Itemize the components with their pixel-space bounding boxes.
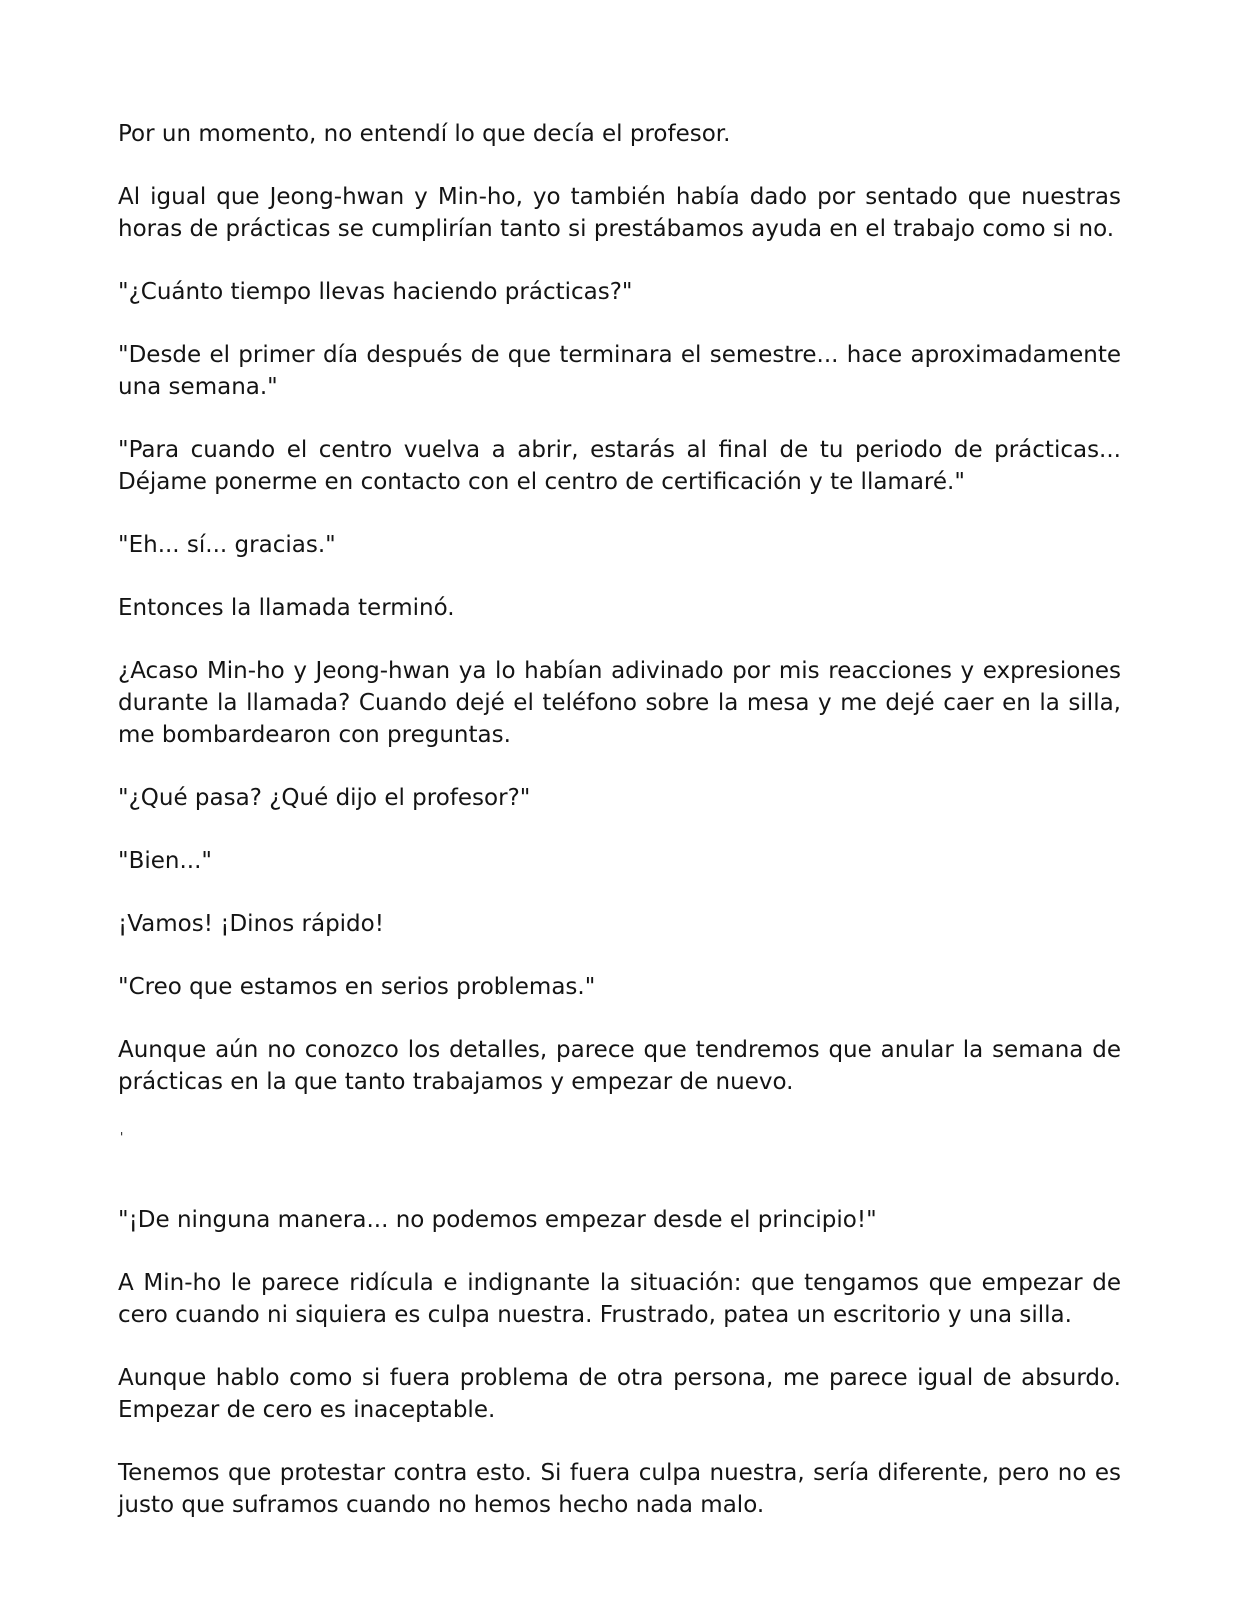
paragraph: "Eh... sí... gracias." xyxy=(118,532,336,558)
paragraph: Aunque hablo como si fuera problema de otra persona, me parece igual de absurdo. Empezar de cero es inaceptable. xyxy=(118,1365,1121,1423)
paragraph: Tenemos que protestar contra esto. Si fuera culpa nuestra, sería diferente, pero no es justo que suframos cuando no hemos hecho nada malo. xyxy=(118,1460,1121,1518)
paragraph: Por un momento, no entendí lo que decía el profesor. xyxy=(118,121,731,147)
paragraph: "Creo que estamos en serios problemas." xyxy=(118,974,596,1000)
paragraph: "Para cuando el centro vuelva a abrir, estarás al final de tu periodo de prácticas... Déjame ponerme en contacto con el centro de certificación y te llamaré." xyxy=(118,437,1121,495)
paragraph: "Bien..." xyxy=(118,848,212,874)
paragraph: Entonces la llamada terminó. xyxy=(118,595,455,621)
paragraph: A Min-ho le parece ridícula e indignante la situación: que tengamos que empezar de cero cuando ni siquiera es culpa nuestra. Frustrado, patea un escritorio y una silla. xyxy=(118,1270,1121,1328)
paragraph: ¿Acaso Min-ho y Jeong-hwan ya lo habían adivinado por mis reacciones y expresiones durante la llamada? Cuando dejé el teléfono sobre la mesa y me dejé caer en la silla, me bombardearon con preguntas. xyxy=(118,658,1121,748)
paragraph: "¿Cuánto tiempo llevas haciendo prácticas?" xyxy=(118,279,633,305)
stray-mark: ' xyxy=(120,1130,124,1144)
paragraph: "¡De ninguna manera... no podemos empezar desde el principio!" xyxy=(118,1207,877,1233)
paragraph: "Desde el primer día después de que terminara el semestre... hace aproximadamente una semana." xyxy=(118,342,1121,400)
paragraph: Aunque aún no conozco los detalles, parece que tendremos que anular la semana de prácticas en la que tanto trabajamos y empezar de nuevo. xyxy=(118,1037,1121,1095)
document-body xyxy=(118,118,1121,1552)
paragraph: Al igual que Jeong-hwan y Min-ho, yo también había dado por sentado que nuestras horas de prácticas se cumplirían tanto si prestábamos ayuda en el trabajo como si no. xyxy=(118,184,1121,242)
paragraph: ¡Vamos! ¡Dinos rápido! xyxy=(118,911,384,937)
paragraph: "¿Qué pasa? ¿Qué dijo el profesor?" xyxy=(118,785,531,811)
